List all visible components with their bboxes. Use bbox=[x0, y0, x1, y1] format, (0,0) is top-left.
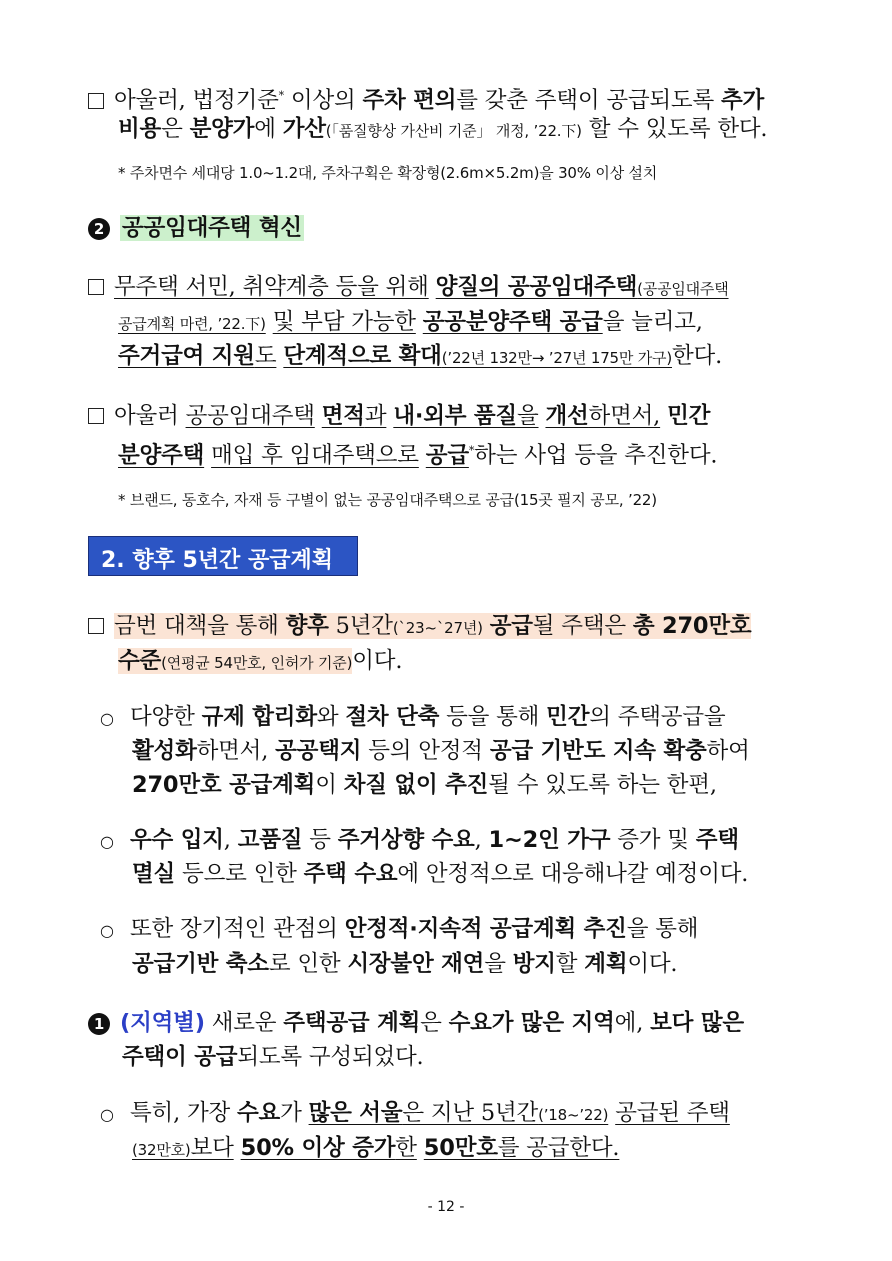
p2-line1: 무주택 서민, 취약계층 등을 위해 양질의 공공임대주택(공공임대주택 bbox=[88, 273, 729, 303]
section-header: 2. 향후 5년간 공급계획 bbox=[88, 536, 358, 576]
b4-line1: ○ 특히, 가장 수요가 많은 서울은 지난 5년간(’18~’22) 공급된 주택 bbox=[100, 1099, 730, 1129]
numbered-circle-icon: 1 bbox=[88, 1013, 110, 1035]
checkbox-square-icon bbox=[88, 618, 104, 634]
b1-line1: ○ 다양한 규제 합리화와 절차 단축 등을 통해 민간의 주택공급을 bbox=[100, 703, 725, 733]
checkbox-square-icon bbox=[88, 93, 104, 109]
subheading-public-rental: 2 공공임대주택 혁신 bbox=[88, 214, 304, 242]
b2-line2: 멸실 등으로 인한 주택 수요에 안정적으로 대응해나갈 예정이다. bbox=[132, 861, 749, 887]
circle-bullet-icon: ○ bbox=[100, 832, 114, 851]
b4-line2: (32만호)보다 50% 이상 증가한 50만호를 공급한다. bbox=[132, 1135, 620, 1161]
p1-footnote: * 주차면수 세대당 1.0~1.2대, 주차구획은 확장형(2.6m×5.2m)을 30% 이상 설치 bbox=[118, 164, 658, 182]
p3-line1: 아울러 공공임대주택 면적과 내·외부 품질을 개선하면서, 민간 bbox=[88, 402, 710, 430]
b2-line1: ○ 우수 입지, 고품질 등 주거상향 수요, 1~2인 가구 증가 및 주택 bbox=[100, 826, 739, 856]
p4-line1: 금번 대책을 통해 향후 5년간(`23~`27년) 공급될 주택은 총 270만호 bbox=[88, 612, 751, 642]
p5-line1: 1 (지역별) 새로운 주택공급 계획은 수요가 많은 지역에, 보다 많은 bbox=[88, 1009, 744, 1037]
b1-line3: 270만호 공급계획이 차질 없이 추진될 수 있도록 하는 한편, bbox=[132, 772, 717, 798]
p1-line2: 비용은 분양가에 가산(「품질향상 가산비 기준」 개정, ’22.下) 할 수 있도록 한다. bbox=[118, 116, 768, 142]
b3-line1: ○ 또한 장기적인 관점의 안정적·지속적 공급계획 추진을 통해 bbox=[100, 915, 698, 945]
p2-line3: 주거급여 지원도 단계적으로 확대(’22년 132만→ ’27년 175만 가구)한다. bbox=[118, 343, 723, 369]
p1-line1: 아울러, 법정기준* 이상의 주차 편의를 갖춘 주택이 공급되도록 추가 bbox=[88, 82, 764, 115]
numbered-circle-icon: 2 bbox=[88, 218, 110, 240]
checkbox-square-icon bbox=[88, 279, 104, 295]
circle-bullet-icon: ○ bbox=[100, 709, 114, 728]
b1-line2: 활성화하면서, 공공택지 등의 안정적 공급 기반도 지속 확충하여 bbox=[132, 738, 750, 764]
p5-line2: 주택이 공급되도록 구성되었다. bbox=[122, 1044, 424, 1070]
p3-line2: 분양주택 매입 후 임대주택으로 공급*하는 사업 등을 추진한다. bbox=[118, 442, 718, 469]
p4-line2: 수준(연평균 54만호, 인허가 기준)이다. bbox=[118, 648, 403, 674]
p2-line2: 공급계획 마련, ’22.下) 및 부담 가능한 공공분양주택 공급을 늘리고, bbox=[118, 309, 703, 335]
b3-line2: 공급기반 축소로 인한 시장불안 재연을 방지할 계획이다. bbox=[132, 951, 678, 977]
circle-bullet-icon: ○ bbox=[100, 921, 114, 940]
circle-bullet-icon: ○ bbox=[100, 1105, 114, 1124]
page-number: - 12 - bbox=[427, 1199, 465, 1215]
p3-footnote: * 브랜드, 동호수, 자재 등 구별이 없는 공공임대주택으로 공급(15곳 필지 공모, ’22) bbox=[118, 491, 657, 509]
checkbox-square-icon bbox=[88, 408, 104, 424]
